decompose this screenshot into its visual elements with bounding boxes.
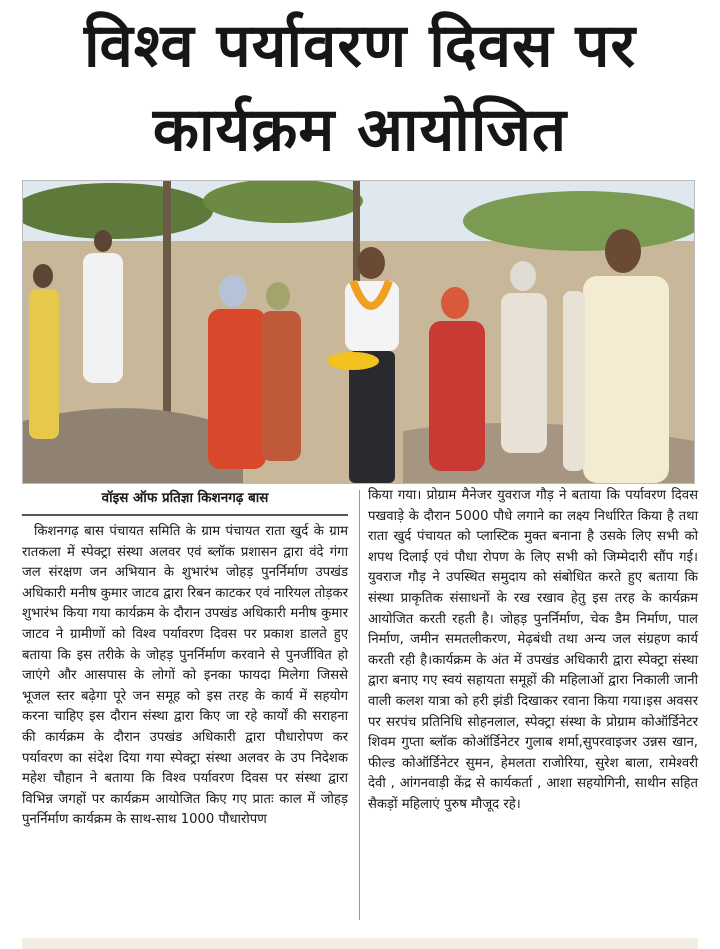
column-divider <box>359 490 360 920</box>
byline: वॉइस ऑफ प्रतिज्ञा किशनगढ़ बास <box>22 486 348 516</box>
article-body <box>22 486 698 931</box>
headline <box>0 4 720 172</box>
article-column-left <box>22 486 348 831</box>
event-photo-icon <box>23 181 694 483</box>
bottom-strip <box>22 938 698 949</box>
headline-line-1: विश्व पर्यावरण दिवस पर <box>83 11 637 81</box>
event-photo <box>22 180 695 484</box>
article-paragraph-right: किया गया। प्रोग्राम मैनेजर युवराज गौड़ ने बताया कि पर्यावरण दिवस पखवाड़े के दौरान 5000 पौधे लगाने का लक्ष्य निर्धारित किया है तथा राता खुर्द पंचायत को प्लास्टिक मुक्त बनाना है उसके लिए सभी को शपथ दिलाई एवं पौधा रोपण के लिए सभी को जिम्मेदारी सौंप गई। युवराज गौड़ ने उपस्थित समुदाय को संबोधित करते हुए बताया कि संस्था प्राकृतिक संसाधनों के रख रखाव हेतु इस तरह के कार्यक्रम आयोजित करती रहती है। जोहड़ पुनर्निर्माण, चेक डैम निर्माण, पाल निर्माण, जमीन समतलीकरण, मेढ़बंधी तथा अन्य जल संग्रहण कार्य करती रही है।कार्यक्रम के अंत में उपखंड अधिकारी द्वारा स्पेक्ट्रा संस्था द्वारा बनाए गए स्वयं सहायता समूहों की महिलाओं द्वारा निकाली जानी वाली कलश यात्रा को हरी झंडी दिखाकर रवाना किया गया।इस अवसर पर सरपंच प्रतिनिधि सोहनलाल, स्पेक्ट्रा संस्था के प्रोग्राम कोऑर्डिनेटर शिवम गुप्ता ब्लॉक कोऑर्डिनेटर गुलाब शर्मा,सुपरवाइजर उन्नस खान, फील्ड कोऑर्डिनेटर सुमन, हेमलता राजोरिया, सुरेश बाला, रामेश्वरी देवी , आंगनवाड़ी केंद्र से कार्यकर्ता , आशा सहयोगिनी, साथीन सहित सैकड़ों महिलाएं पुरुष मौजूद रहे। <box>368 488 698 812</box>
headline-line-2: कार्यक्रम आयोजित <box>152 95 568 165</box>
article-column-right <box>368 486 698 816</box>
article-paragraph-left: किशनगढ़ बास पंचायत समिति के ग्राम पंचायत राता खुर्द के ग्राम रातकला में स्पेक्ट्रा संस्था अलवर एवं ब्लॉक प्रशासन द्वारा वंदे गंगा जल संरक्षण जन अभियान के शुभारंभ जोहड़ पुनर्निर्माण उपखंड अधिकारी मनीष कुमार जाटव द्वारा रिबन काटकर एवं नारियल तोड़कर शुभारंभ किया गया कार्यक्रम के दौरान उपखंड अधिकारी मनीष कुमार जाटव ने ग्रामीणों को विश्व पर्यावरण दिवस पर प्रकाश डालते हुए बताया कि इस तरीके के जोहड़ पुनर्निर्माण करवाने से पुनर्जीवित हो जाएंगे और आसपास के लोगों को इनका फायदा मिलेगा जिससे भूजल स्तर बढ़ेगा पूरे जन समूह को इस तरह के कार्य में सहयोग करना चाहिए इस दौरान संस्था द्वारा किए जा रहे कार्यों की सराहना की कार्यक्रम के दौरान उपखंड अधिकारी द्वारा पौधारोपण कर पर्यावरण का संदेश दिया गया स्पेक्ट्रा संस्था अलवर के उप निदेशक महेश चौहान ने बताया कि विश्व पर्यावरण दिवस पर संस्था द्वारा विभिन्न जगहों पर कार्यक्रम आयोजित किए गए प्रातः काल में जोहड़ पुनर्निर्माण कार्यक्रम के साथ-साथ 1000 पौधारोपण <box>22 524 348 828</box>
